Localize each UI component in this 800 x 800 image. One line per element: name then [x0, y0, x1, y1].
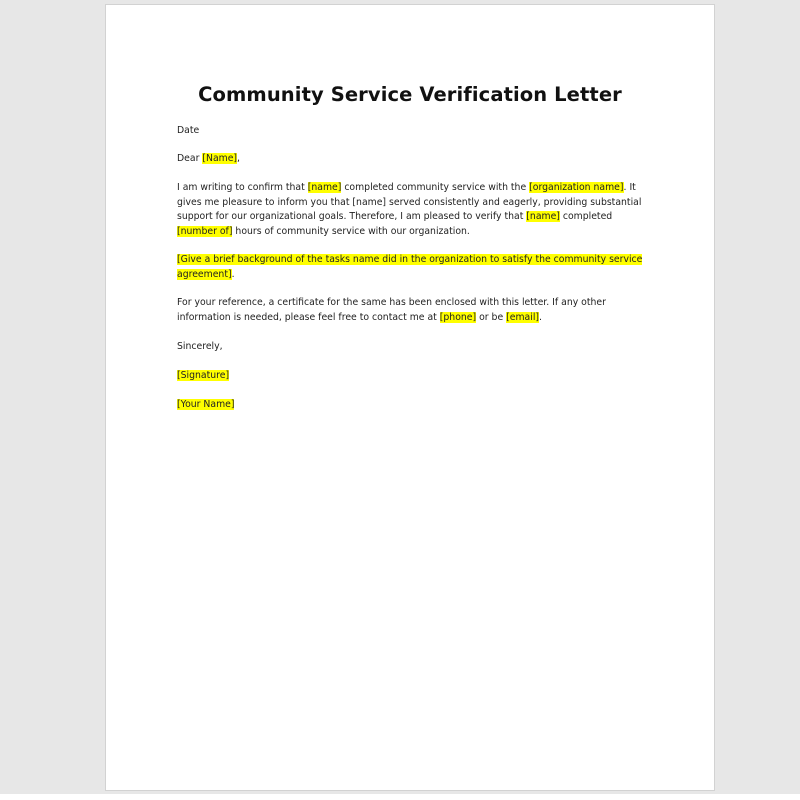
phone-placeholder: [phone] [439, 311, 477, 323]
date-line: Date [177, 125, 200, 136]
paragraph1-text-3: . It gives me pleasure to inform you that [name] served consistently and eagerly, providing substantial support for our organizational goals. Therefore, I am pleased to verify that [177, 182, 642, 222]
greeting-suffix: , [237, 153, 241, 164]
paragraph3-text-3: . [539, 311, 543, 323]
name-placeholder-1: [name] [307, 182, 342, 193]
number-of-placeholder: [number of] [177, 225, 233, 237]
letter-title: Community Service Verification Letter [198, 83, 622, 106]
paragraph-background [177, 253, 647, 282]
greeting-prefix: Dear [177, 153, 203, 164]
paragraph1-text-2: completed community service with the [341, 182, 530, 193]
paragraph1-text-5: hours of community service with our organization. [232, 225, 470, 237]
paragraph1-text-4: completed [559, 211, 613, 222]
organization-name-placeholder: [organization name] [529, 182, 624, 193]
name-placeholder: [Name] [202, 153, 238, 164]
paragraph-confirmation [177, 181, 647, 239]
background-placeholder: [Give a brief background of the tasks name did in the organization to satisfy the community service agreement] [177, 254, 643, 280]
name-placeholder-2: [name] [526, 211, 560, 222]
letter-page [105, 4, 715, 791]
paragraph2-end: . [231, 268, 235, 280]
signature-line [177, 369, 647, 384]
signature-placeholder: [Signature] [177, 370, 230, 381]
paragraph1-text-1: I am writing to confirm that [177, 182, 308, 193]
your-name-line [177, 398, 647, 413]
paragraph3-text-2: or be [476, 311, 507, 323]
closing-line: Sincerely, [177, 341, 223, 352]
your-name-placeholder: [Your Name] [177, 399, 235, 410]
paragraph-reference [177, 296, 647, 325]
bottom-strip [0, 794, 800, 800]
paragraph3-text-1: For your reference, a certificate for the same has been enclosed with this letter. If any other information is needed, please feel free to contact me at [177, 297, 606, 323]
email-placeholder: [email] [506, 311, 540, 323]
greeting-line [177, 152, 647, 167]
